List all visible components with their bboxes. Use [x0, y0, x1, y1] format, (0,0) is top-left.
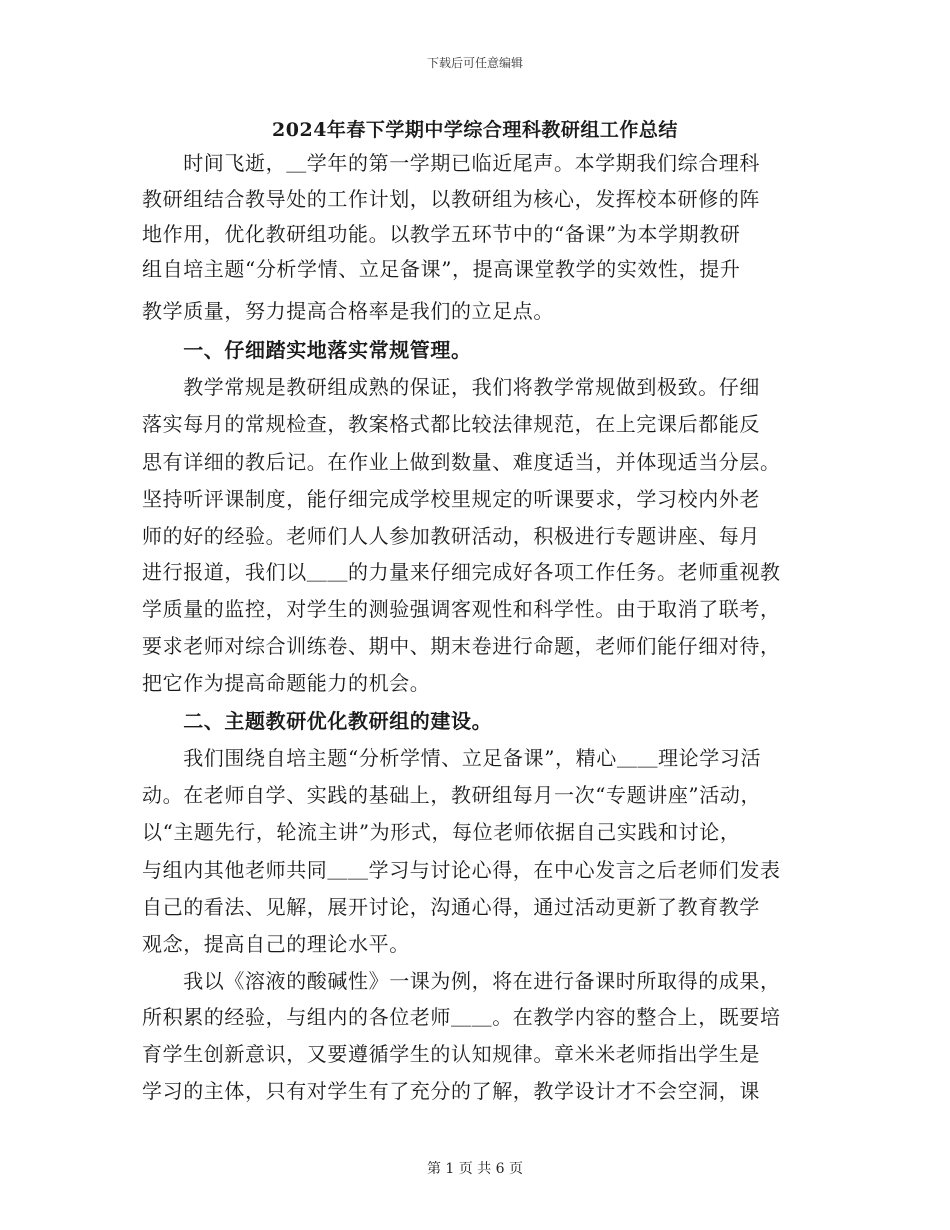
paragraph-line: 我们围绕自培主题“分析学情、立足备课”，精心＿＿理论学习活 — [142, 746, 762, 770]
paragraph-line: 要求老师对综合训练卷、期中、期末卷进行命题，老师们能仔细对待， — [142, 634, 781, 658]
paragraph-line: 观念，提高自己的理论水平。 — [142, 932, 410, 956]
header-note: 下载后可任意编辑 — [426, 56, 523, 70]
paragraph-line: 教学质量，努力提高合格率是我们的立足点。 — [142, 299, 554, 323]
paragraph-line: 以“主题先行，轮流主讲”为形式，每位老师依据自己实践和讨论， — [142, 820, 741, 844]
paragraph-line: 学质量的监控，对学生的测验强调客观性和科学性。由于取消了联考， — [142, 597, 781, 621]
paragraph-line: 与组内其他老师共同＿＿学习与讨论心得，在中心发言之后老师们发表 — [142, 858, 781, 882]
paragraph-line: 自己的看法、见解，展开讨论，沟通心得，通过活动更新了教育教学 — [142, 895, 760, 919]
paragraph-line: 教研组结合教导处的工作计划，以教研组为核心，发挥校本研修的阵 — [142, 187, 760, 211]
paragraph-line: 所积累的经验，与组内的各位老师＿＿。在教学内容的整合上，既要培 — [142, 1005, 781, 1029]
paragraph-line: 学习的主体，只有对学生有了充分的了解，教学设计才不会空洞，课 — [142, 1079, 760, 1103]
paragraph-line: 进行报道，我们以＿＿的力量来仔细完成好各项工作任务。老师重视教 — [142, 560, 781, 584]
section-heading-2: 二、主题教研优化教研组的建设。 — [142, 709, 493, 733]
paragraph-line: 思有详细的教后记。在作业上做到数量、难度适当，并体现适当分层。 — [142, 450, 781, 474]
section-heading-1: 一、仔细踏实地落实常规管理。 — [142, 338, 472, 362]
paragraph-line: 把它作为提高命题能力的机会。 — [142, 671, 431, 695]
paragraph-line: 组自培主题“分析学情、立足备课”，提高课堂教学的实效性，提升 — [142, 257, 741, 281]
paragraph-line: 坚持听评课制度，能仔细完成学校里规定的听课要求，学习校内外老 — [142, 487, 760, 511]
paragraph-line: 我以《溶液的酸碱性》一课为例，将在进行备课时所取得的成果， — [142, 969, 781, 993]
paragraph-line: 地作用，优化教研组功能。以教学五环节中的“备课”为本学期教研 — [142, 222, 741, 246]
paragraph-line: 动。在老师自学、实践的基础上，教研组每月一次“专题讲座”活动， — [142, 783, 762, 807]
paragraph-line: 育学生创新意识，又要遵循学生的认知规律。章米米老师指出学生是 — [142, 1042, 760, 1066]
paragraph-line: 落实每月的常规检查，教案格式都比较法律规范，在上完课后都能反 — [142, 412, 760, 436]
paragraph-line: 师的好的经验。老师们人人参加教研活动，积极进行专题讲座、每月 — [142, 524, 760, 548]
paragraph-line: 时间飞逝，＿学年的第一学期已临近尾声。本学期我们综合理科 — [142, 151, 760, 175]
document-title: 2024年春下学期中学综合理科教研组工作总结 — [272, 119, 678, 141]
page-indicator: 第 1 页 共 6 页 — [426, 1161, 524, 1177]
paragraph-line: 教学常规是教研组成熟的保证，我们将教学常规做到极致。仔细 — [142, 375, 760, 399]
